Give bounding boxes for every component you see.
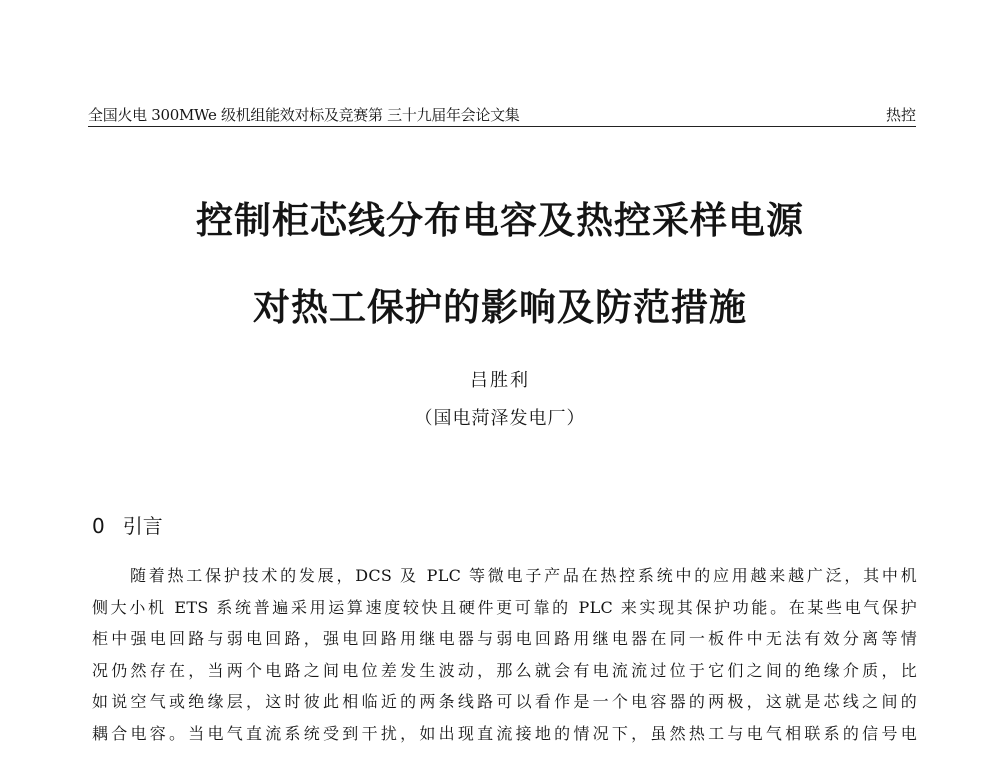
paragraph-line: 柜中强电回路与弱电回路，强电回路用继电器与弱电回路用继电器在同一板件中无法有效分离等情 bbox=[92, 629, 917, 648]
paper-title-line-2: 对热工保护的影响及防范措施 bbox=[253, 286, 747, 329]
paper-title-line-1: 控制柜芯线分布电容及热控采样电源 bbox=[196, 199, 804, 242]
paragraph-line: 耦合电容。当电气直流系统受到干扰，如出现直流接地的情况下，虽然热工与电气相联系的信号电 bbox=[92, 723, 917, 743]
section-title: 引言 bbox=[122, 514, 163, 538]
paragraph-line: 况仍然存在，当两个电路之间电位差发生波动，那么就会有电流流过位于它们之间的绝缘介质，比 bbox=[92, 660, 917, 680]
paragraph-line: 侧大小机 ETS 系统普遍采用运算速度较快且硬件更可靠的 PLC 来实现其保护功能。在某些电气保护 bbox=[92, 597, 917, 617]
section-heading bbox=[92, 510, 163, 539]
header-section-label: 热控 bbox=[885, 106, 916, 124]
author-name: 吕胜利 bbox=[470, 370, 530, 391]
paragraph-line: 如说空气或绝缘层，这时彼此相临近的两条线路可以看作是一个电容器的两极，这就是芯线之间的 bbox=[92, 692, 917, 711]
section-number: 0 bbox=[92, 514, 105, 538]
running-header bbox=[88, 104, 916, 127]
header-proceedings-title: 全国火电 300MWe 级机组能效对标及竞赛第 三十九届年会论文集 bbox=[88, 106, 520, 124]
body-paragraph bbox=[92, 560, 917, 749]
author-affiliation: （国电菏泽发电厂） bbox=[414, 408, 586, 429]
paragraph-line: 随着热工保护技术的发展，DCS 及 PLC 等微电子产品在热控系统中的应用越来越广泛，其中机 bbox=[130, 566, 917, 585]
